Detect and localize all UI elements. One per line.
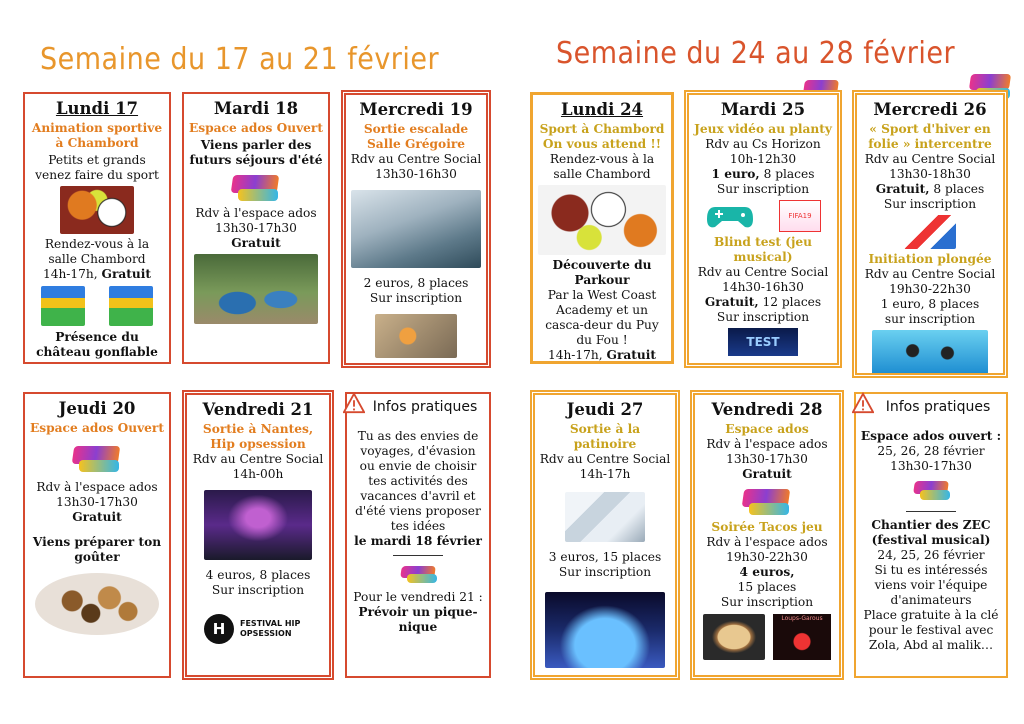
day-title: Mardi 18 [213, 99, 299, 118]
price: 1 euro, 8 places [711, 167, 815, 181]
week1-title: Semaine du 17 au 21 février [40, 42, 440, 77]
activity-title: Espace ados Ouvert [29, 421, 164, 435]
card-mercredi-26 [852, 90, 1008, 378]
time: 13h30-18h30 [889, 167, 971, 181]
price3: 15 places [737, 580, 797, 594]
day-title: Vendredi 28 [711, 400, 823, 419]
diving-image [872, 330, 988, 376]
espace-ados-logo-icon [224, 171, 288, 203]
infos-dates: 24, 25, 26 février [877, 548, 985, 562]
infos-line1: Espace ados ouvert : [860, 429, 1002, 443]
time: 14h-00h [232, 467, 284, 481]
signup: Sur inscription [883, 197, 977, 211]
price: Gratuit [72, 510, 122, 524]
activity-title: Jeux vidéo au planty [694, 122, 832, 136]
infos-title: Infos pratiques [885, 399, 991, 415]
activity-title: « Sport d'hiver en folie » intercentre [868, 122, 992, 151]
card-infos-week1 [345, 392, 491, 678]
signup: Sur inscription [211, 583, 305, 597]
time: 13h30-17h30 [215, 221, 297, 235]
place: Rdv au Centre Social [539, 452, 671, 466]
infos-title: Infos pratiques [372, 399, 478, 415]
gaming-images [693, 200, 833, 232]
infos-text2: Place gratuite à la clé pour le festival avec Zola, Abd al malik… [863, 608, 999, 652]
day-title: Lundi 17 [55, 99, 139, 118]
day-title: Mercredi 26 [873, 100, 987, 119]
price2: 1 euro, 8 places [880, 297, 980, 311]
time2: 19h30-22h30 [889, 282, 971, 296]
hip-opsession-icon: H [204, 614, 234, 644]
infos-text: Si tu es intéressés viens voir l'équipe d'animateurs [874, 563, 988, 607]
divider [906, 511, 956, 512]
infos-line3: 13h30-17h30 [890, 459, 972, 473]
price: 3 euros, 15 places [548, 550, 662, 564]
place: Rdv à l'espace ados [706, 437, 828, 451]
place: Rdv au Centre Social [350, 152, 482, 166]
day-title: Mercredi 19 [359, 100, 473, 119]
card-vendredi-28 [690, 390, 844, 680]
activity-title: Sortie à la patinoire [569, 422, 641, 451]
activity-title: Sport à Chambord On vous attend !! [539, 122, 665, 151]
place: Rdv à l'espace ados [36, 480, 158, 494]
cookies-image [35, 573, 159, 635]
tacos-images [699, 614, 835, 660]
time: 10h-12h30 [729, 152, 797, 166]
event-title: Découverte du Parkour [552, 258, 652, 287]
signup: Sur inscription [558, 565, 652, 579]
time2: 14h30-16h30 [722, 280, 804, 294]
card-mardi-18 [182, 92, 330, 364]
card-lundi-24 [530, 92, 674, 364]
climbing-wall-image [351, 190, 481, 268]
climber-image [375, 314, 457, 358]
note: Présence du château gonflable [36, 330, 158, 359]
divider [393, 555, 443, 556]
signup: Sur inscription [369, 291, 463, 305]
place2: Rdv au Centre Social [864, 267, 996, 281]
activity-title: Espace ados [725, 422, 809, 436]
place: Rdv au Centre Social [864, 152, 996, 166]
infos-event: Chantier des ZEC (festival musical) [871, 518, 991, 547]
place: Rdv au Centre Social [192, 452, 324, 466]
ice-rink-image [545, 592, 665, 668]
tents-image [194, 254, 318, 324]
espace-ados-logo-icon [906, 477, 956, 505]
infos-text: Tu as des envies de voyages, d'évasion ou envie de choisir tes activités des vacances d'avril et d'été viens proposer tes idées [355, 429, 481, 533]
note: Viens préparer ton goûter [32, 535, 162, 564]
skier-image [904, 215, 956, 249]
bouncy-castle-images [29, 286, 165, 326]
card-vendredi-21 [182, 390, 334, 680]
espace-ados-logo-icon [65, 442, 129, 474]
infos-when2: Prévoir un pique-nique [358, 605, 478, 634]
warning-icon [852, 392, 874, 414]
card-lundi-17 [23, 92, 171, 364]
time-price: 14h-17h, Gratuit [547, 348, 657, 362]
price: 4 euros, 8 places [205, 568, 311, 582]
day-title: Lundi 24 [560, 100, 644, 119]
infos-text2: Pour le vendredi 21 : [353, 590, 483, 604]
signup2: Sur inscription [716, 310, 810, 324]
event-desc: Par la West Coast Academy et un casca-deur du Puy du Fou ! [545, 288, 659, 347]
price2: 4 euros, [739, 565, 795, 579]
day-title: Mardi 25 [720, 100, 806, 119]
card-jeudi-27 [530, 390, 680, 680]
day-title: Vendredi 21 [202, 400, 314, 419]
activity2-title: Initiation plongée [868, 252, 992, 266]
week2-title: Semaine du 24 au 28 février [556, 36, 956, 71]
gamepad-icon [705, 201, 755, 231]
activity-desc: Petits et grands venez faire du sport [35, 153, 159, 182]
hip-hop-show-image [204, 490, 312, 560]
tacos-image [703, 614, 765, 660]
place: Rdv au Cs Horizon [705, 137, 821, 151]
activity-title: Sortie escalade Salle Grégoire [363, 122, 469, 151]
infos-when: le mardi 18 février [354, 534, 482, 548]
activity-desc: Viens parler des futurs séjours d'été [189, 138, 323, 167]
sport-balls-image [60, 186, 134, 234]
signup: Sur inscription [720, 595, 814, 609]
price: Gratuit [742, 467, 792, 481]
time: 13h30-17h30 [56, 495, 138, 509]
sport-balls-image [538, 185, 666, 255]
price: Gratuit [231, 236, 281, 250]
place2: Rdv à l'espace ados [706, 535, 828, 549]
activity2-title: Soirée Tacos jeu [711, 520, 823, 534]
espace-ados-logo-icon [735, 485, 799, 517]
place: Rendez-vous à la salle Chambord [549, 152, 655, 181]
price2: Gratuit, 12 places [704, 295, 822, 309]
card-mercredi-19 [341, 90, 491, 368]
card-infos-week2 [854, 392, 1008, 678]
place2: Rdv au Centre Social [697, 265, 829, 279]
place: Rdv à l'espace ados [195, 206, 317, 220]
time-price: 14h-17h, Gratuit [42, 267, 152, 281]
skates-image [565, 492, 645, 542]
time: 13h30-17h30 [726, 452, 808, 466]
day-title: Jeudi 27 [566, 400, 644, 419]
loups-garous-image: Loups-Garous [773, 614, 831, 660]
card-mardi-25 [684, 90, 842, 368]
day-title: Jeudi 20 [58, 399, 136, 418]
infos-line2: 25, 26, 28 février [877, 444, 985, 458]
signup: Sur inscription [716, 182, 810, 196]
warning-icon [343, 392, 365, 414]
activity2-title: Blind test (jeu musical) [713, 235, 813, 264]
festival-logo-text: FESTIVAL HIP OPSESSION [240, 619, 301, 638]
price: 2 euros, 8 places [363, 276, 469, 290]
activity-title: Sortie à Nantes, Hip opsession [202, 422, 314, 451]
fifa-badge: FIFA19 [779, 200, 821, 232]
time: 13h30-16h30 [375, 167, 457, 181]
price: Gratuit, 8 places [875, 182, 985, 196]
espace-ados-logo-icon [393, 562, 443, 586]
card-jeudi-20 [23, 392, 171, 678]
activity-title: Espace ados Ouvert [188, 121, 323, 135]
blind-test-image: TEST [728, 328, 798, 356]
signup2: sur inscription [884, 312, 976, 326]
time: 14h-17h [579, 467, 631, 481]
festival-logo [191, 614, 325, 644]
place: Rendez-vous à la salle Chambord [44, 237, 150, 266]
time2: 19h30-22h30 [726, 550, 808, 564]
activity-title: Animation sportive à Chambord [31, 121, 163, 150]
